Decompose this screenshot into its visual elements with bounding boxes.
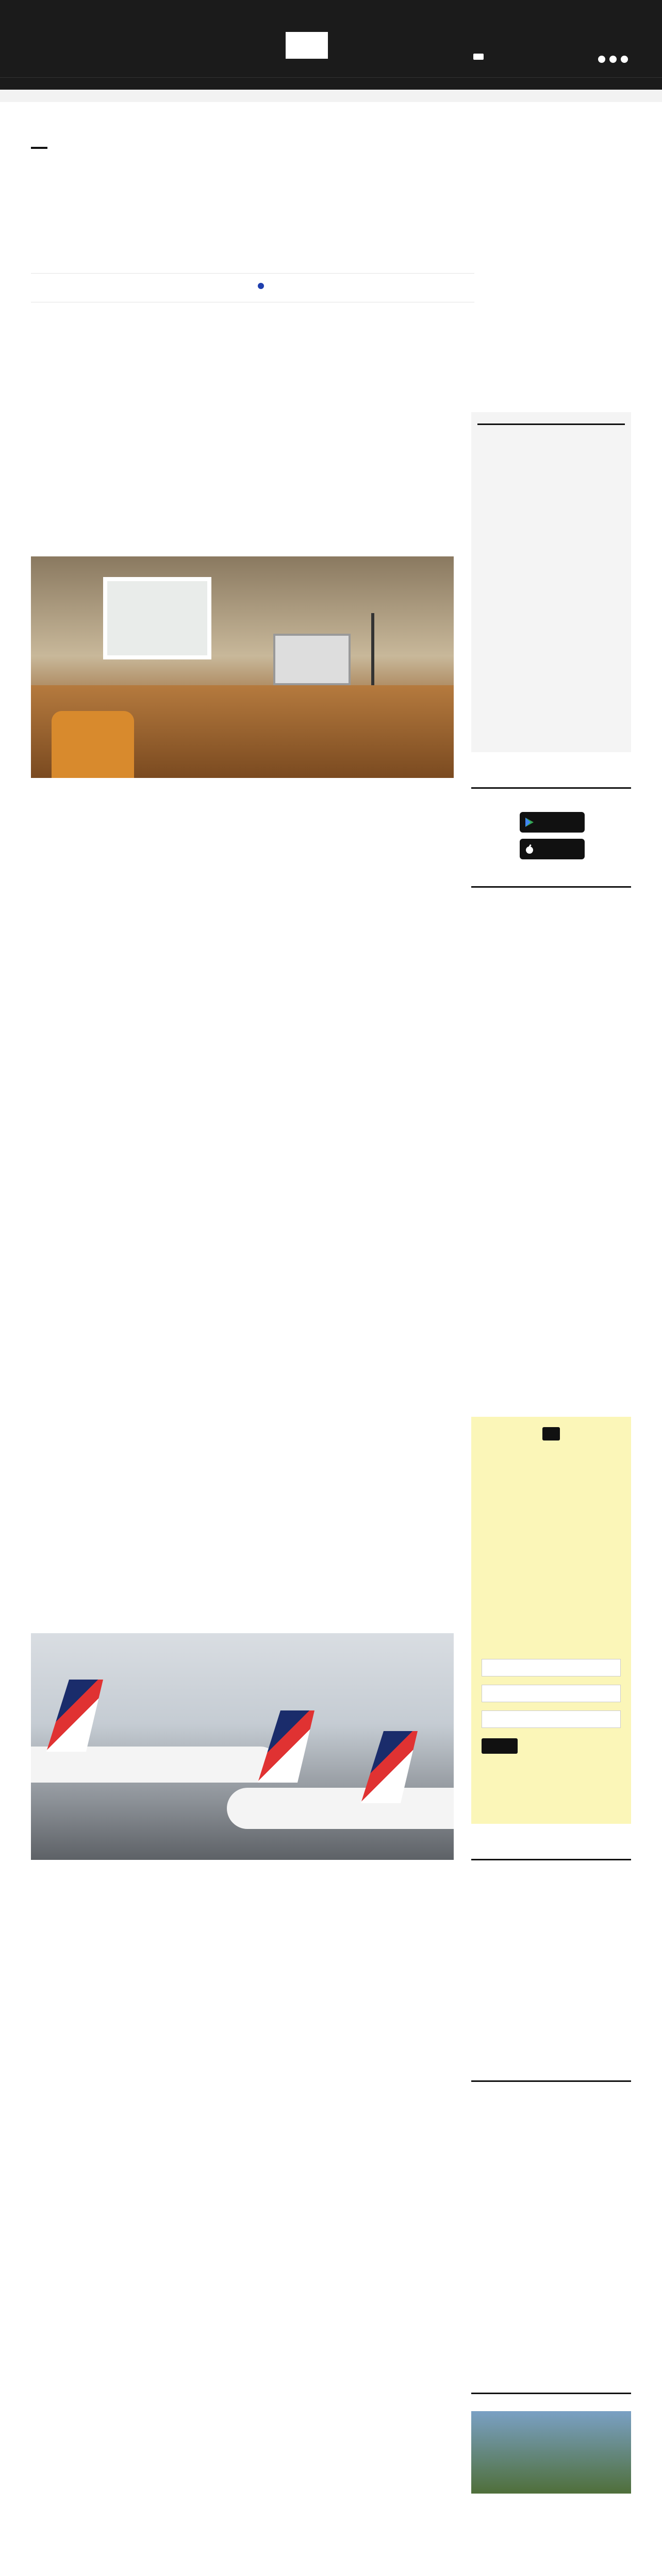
latest-heading xyxy=(471,2076,631,2082)
info-icon xyxy=(258,283,264,289)
latest-section xyxy=(471,2076,631,2082)
chart2-svg xyxy=(31,2076,454,2293)
chart3-svg xyxy=(31,2545,454,2576)
google-play-icon xyxy=(525,817,534,827)
trending-bar xyxy=(0,90,662,102)
envelope-icon xyxy=(542,1427,560,1440)
members-section xyxy=(471,882,631,888)
chart-co2-vs-gdp xyxy=(31,1041,454,1221)
support-hkfp-button[interactable] xyxy=(473,54,484,60)
email-field[interactable] xyxy=(482,1710,621,1728)
why-trust-link[interactable] xyxy=(258,283,267,289)
feature-image xyxy=(471,2411,631,2494)
main-navigation xyxy=(0,77,662,90)
site-logo[interactable] xyxy=(286,32,376,59)
newsletter-box xyxy=(471,1417,631,1824)
chart-co2-intensity xyxy=(31,2545,454,2576)
chart-annual-growth xyxy=(31,2076,454,2293)
kicker-rule xyxy=(31,147,47,149)
google-play-button[interactable] xyxy=(520,812,585,833)
signup-button[interactable] xyxy=(482,1738,518,1754)
apple-icon xyxy=(525,844,534,854)
apps-section xyxy=(471,783,631,789)
instagram-icon[interactable] xyxy=(621,56,628,63)
app-store-button[interactable] xyxy=(520,839,585,859)
last-name-field[interactable] xyxy=(482,1685,621,1702)
about-heading xyxy=(471,1855,631,1860)
first-name-field[interactable] xyxy=(482,1659,621,1676)
chart1-svg xyxy=(31,1041,454,1221)
donate-heading xyxy=(477,419,625,425)
social-icons xyxy=(598,56,628,63)
members-heading xyxy=(471,882,631,888)
photo-home-office xyxy=(31,556,454,778)
top-utility-bar xyxy=(0,0,662,13)
features-section xyxy=(471,2388,631,2394)
apps-heading xyxy=(471,783,631,789)
photo-grounded-planes xyxy=(31,1633,454,1860)
features-heading xyxy=(471,2388,631,2394)
facebook-icon[interactable] xyxy=(598,56,605,63)
about-section xyxy=(471,1855,631,1860)
logo-mark xyxy=(286,32,328,59)
brand-header xyxy=(0,13,662,77)
twitter-icon[interactable] xyxy=(609,56,617,63)
byline xyxy=(31,273,474,294)
donate-box xyxy=(471,412,631,752)
feature-main[interactable] xyxy=(471,2411,631,2498)
